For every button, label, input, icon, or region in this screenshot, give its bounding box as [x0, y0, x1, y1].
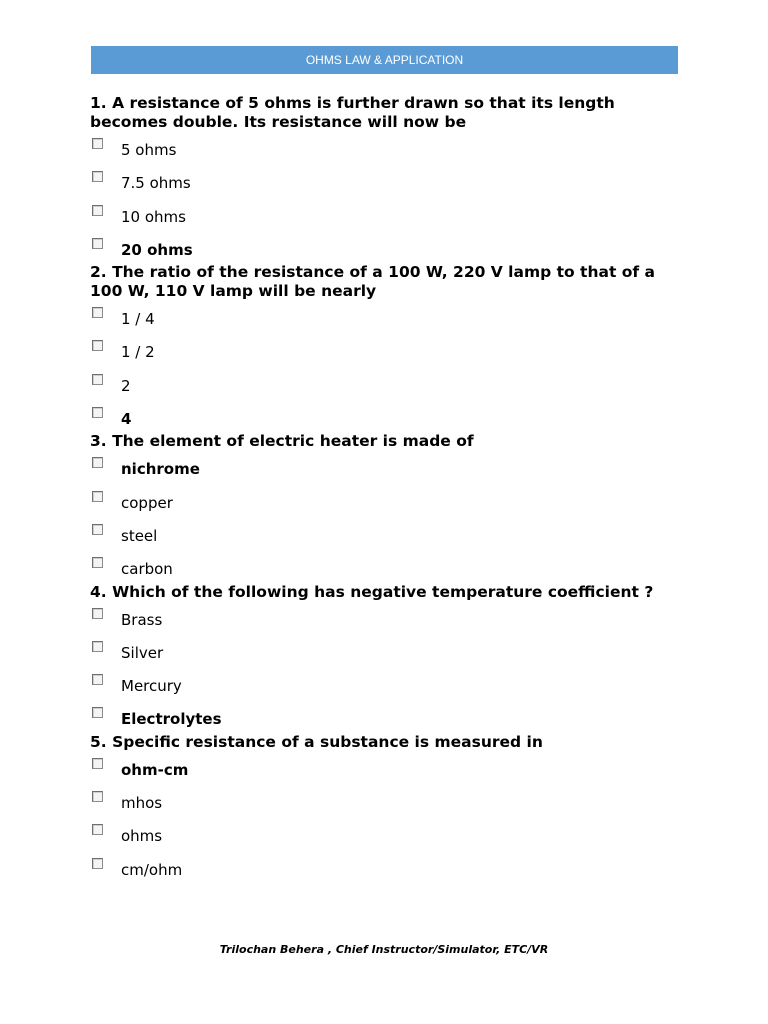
question-text: 1. A resistance of 5 ohms is further drawn so that its length becomes double. Its resistance will now be — [90, 94, 615, 131]
checkbox-icon[interactable] — [92, 674, 103, 685]
checkbox-icon[interactable] — [92, 707, 103, 718]
answer-option[interactable] — [90, 407, 685, 440]
question-block — [90, 94, 685, 271]
answer-option[interactable] — [90, 307, 685, 340]
answer-option[interactable] — [90, 824, 685, 857]
checkbox-icon[interactable] — [92, 457, 103, 468]
answer-option[interactable] — [90, 641, 685, 674]
checkbox-icon[interactable] — [92, 307, 103, 318]
checkbox-icon[interactable] — [92, 340, 103, 351]
option-label: carbon — [121, 560, 173, 579]
checkbox-icon[interactable] — [92, 171, 103, 182]
answer-option[interactable] — [90, 457, 685, 490]
option-label: ohm-cm — [121, 760, 189, 779]
quiz-list — [90, 94, 685, 891]
answer-option[interactable] — [90, 171, 685, 204]
answer-option[interactable] — [90, 674, 685, 707]
question-text: 3. The element of electric heater is made of — [90, 432, 474, 451]
page-header — [91, 46, 678, 74]
option-label: Electrolytes — [121, 710, 222, 729]
answer-option[interactable] — [90, 791, 685, 824]
question-text: 2. The ratio of the resistance of a 100 W, 220 V lamp to that of a 100 W, 110 V lamp will be nearly — [90, 263, 656, 301]
question-text: 5. Specific resistance of a substance is measured in — [90, 732, 543, 751]
option-label: 5 ohms — [121, 141, 177, 159]
option-label: 20 ohms — [121, 240, 193, 259]
checkbox-icon[interactable] — [92, 858, 103, 869]
checkbox-icon[interactable] — [92, 374, 103, 385]
option-label: copper — [121, 493, 173, 512]
checkbox-icon[interactable] — [92, 491, 103, 502]
option-label: ohms — [121, 827, 163, 846]
answer-option[interactable] — [90, 557, 685, 590]
answer-option[interactable] — [90, 138, 685, 171]
question-block — [90, 263, 685, 440]
checkbox-icon[interactable] — [92, 557, 103, 568]
question-block — [90, 733, 685, 891]
answer-option[interactable] — [90, 707, 685, 740]
answer-option[interactable] — [90, 491, 685, 524]
question-text: 4. Which of the following has negative temperature coefficient ? — [90, 582, 654, 601]
option-label: 10 ohms — [121, 207, 186, 226]
option-label: 2 — [121, 376, 131, 395]
option-label: Mercury — [121, 677, 182, 696]
option-label: 1 / 4 — [121, 310, 155, 329]
checkbox-icon[interactable] — [92, 758, 103, 769]
checkbox-icon[interactable] — [92, 791, 103, 802]
answer-option[interactable] — [90, 340, 685, 373]
option-label: 7.5 ohms — [121, 174, 191, 193]
answer-option[interactable] — [90, 374, 685, 407]
option-label: Brass — [121, 610, 163, 629]
answer-option[interactable] — [90, 205, 685, 238]
option-label: Silver — [121, 643, 164, 662]
checkbox-icon[interactable] — [92, 524, 103, 535]
checkbox-icon[interactable] — [92, 641, 103, 652]
option-label: mhos — [121, 794, 163, 813]
checkbox-icon[interactable] — [92, 824, 103, 835]
option-label: nichrome — [121, 460, 200, 479]
footer-credit: Trilochan Behera , Chief Instructor/Simulator, ETC/VR — [219, 943, 549, 956]
option-label: steel — [121, 526, 158, 545]
header-title: OHMS LAW & APPLICATION — [305, 53, 464, 67]
checkbox-icon[interactable] — [92, 407, 103, 418]
checkbox-icon[interactable] — [92, 138, 103, 149]
checkbox-icon[interactable] — [92, 608, 103, 619]
checkbox-icon[interactable] — [92, 238, 103, 249]
answer-option[interactable] — [90, 608, 685, 641]
option-label: cm/ohm — [121, 860, 183, 879]
option-label: 4 — [121, 410, 132, 429]
answer-option[interactable] — [90, 238, 685, 271]
question-block — [90, 432, 685, 590]
answer-option[interactable] — [90, 758, 685, 791]
checkbox-icon[interactable] — [92, 205, 103, 216]
answer-option[interactable] — [90, 858, 685, 891]
answer-option[interactable] — [90, 524, 685, 557]
question-block — [90, 583, 685, 741]
option-label: 1 / 2 — [121, 343, 155, 362]
